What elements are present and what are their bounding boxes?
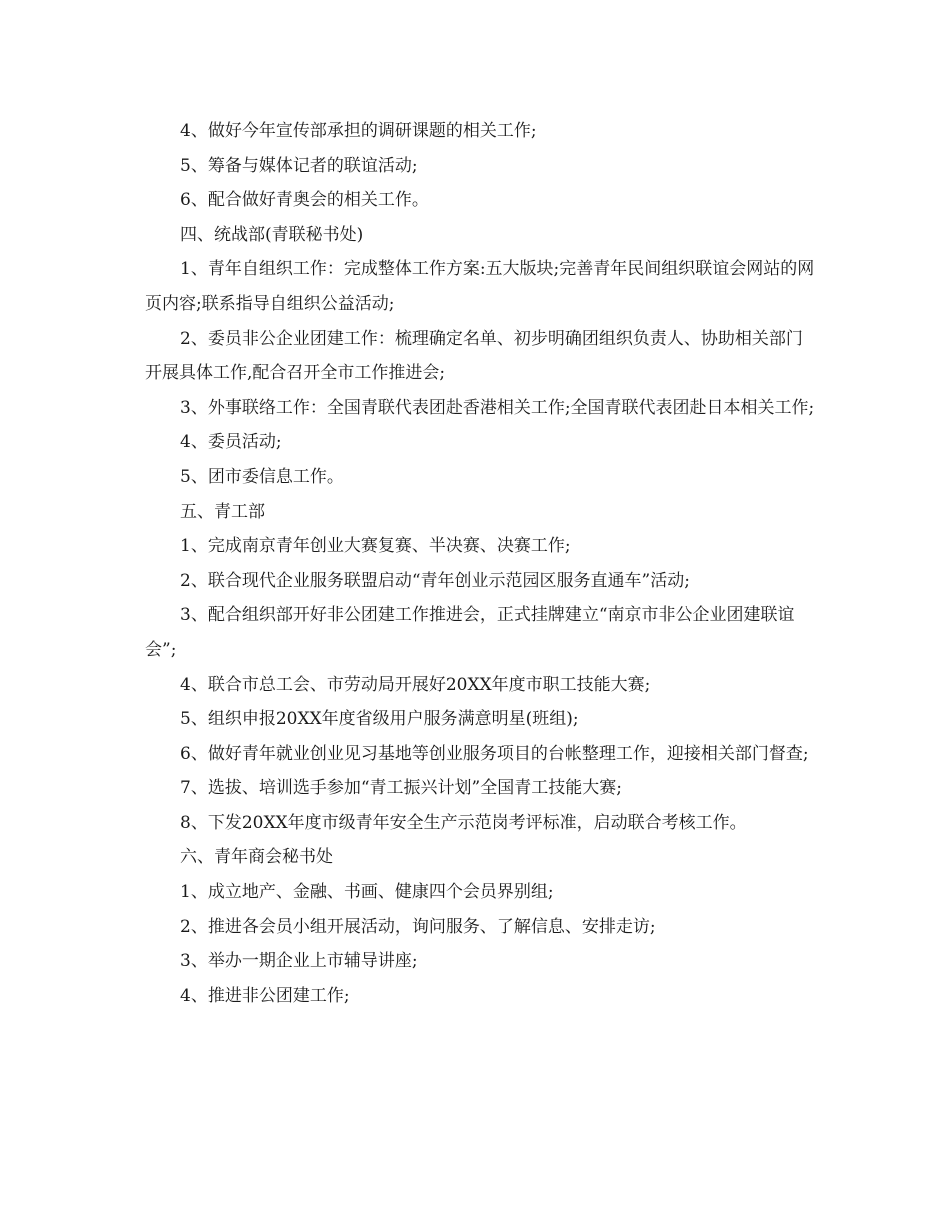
- paragraph: 3、外事联络工作：全国青联代表团赴香港相关工作;全国青联代表团赴日本相关工作;: [180, 397, 815, 418]
- paragraph: 2、推进各会员小组开展活动，询问服务、了解信息、安排走访;: [180, 916, 656, 937]
- paragraph: 2、委员非公企业团建工作：梳理确定名单、初步明确团组织负责人、协助相关部门开展具体工作,配合召开全市工作推进会;: [145, 328, 803, 384]
- paragraph: 2、联合现代企业服务联盟启动“青年创业示范园区服务直通车”活动;: [180, 570, 690, 591]
- paragraph: 5、组织申报20XX年度省级用户服务满意明星(班组);: [180, 709, 579, 730]
- paragraph: 4、推进非公团建工作;: [180, 985, 350, 1006]
- paragraph: 6、做好青年就业创业见习基地等创业服务项目的台帐整理工作，迎接相关部门督查;: [180, 743, 809, 764]
- paragraph: 4、做好今年宣传部承担的调研课题的相关工作;: [180, 121, 537, 141]
- paragraph: 5、筹备与媒体记者的联谊活动;: [180, 155, 418, 176]
- document-body: [145, 114, 815, 1013]
- paragraph: 1、成立地产、金融、书画、健康四个会员界别组;: [180, 882, 554, 903]
- paragraph: 6、配合做好青奥会的相关工作。: [180, 190, 429, 211]
- section-heading: 五、青工部: [180, 501, 265, 522]
- paragraph: 4、委员活动;: [180, 432, 282, 453]
- paragraph: 8、下发20XX年度市级青年安全生产示范岗考评标准，启动联合考核工作。: [180, 812, 747, 833]
- paragraph: 3、配合组织部开好非公团建工作推进会，正式挂牌建立“南京市非公企业团建联谊会”;: [145, 605, 795, 660]
- section-heading: 六、青年商会秘书处: [180, 847, 333, 868]
- paragraph: 1、青年自组织工作：完成整体工作方案:五大版块;完善青年民间组织联谊会网站的网页内容;联系指导自组织公益活动;: [145, 259, 815, 314]
- paragraph: 1、完成南京青年创业大赛复赛、半决赛、决赛工作;: [180, 536, 571, 557]
- paragraph: 7、选拔、培训选手参加“青工振兴计划”全国青工技能大赛;: [180, 778, 622, 799]
- paragraph: 4、联合市总工会、市劳动局开展好20XX年度市职工技能大赛;: [180, 674, 651, 695]
- paragraph: 3、举办一期企业上市辅导讲座;: [180, 951, 418, 972]
- section-heading: 四、统战部(青联秘书处): [180, 224, 364, 245]
- paragraph: 5、团市委信息工作。: [180, 466, 344, 487]
